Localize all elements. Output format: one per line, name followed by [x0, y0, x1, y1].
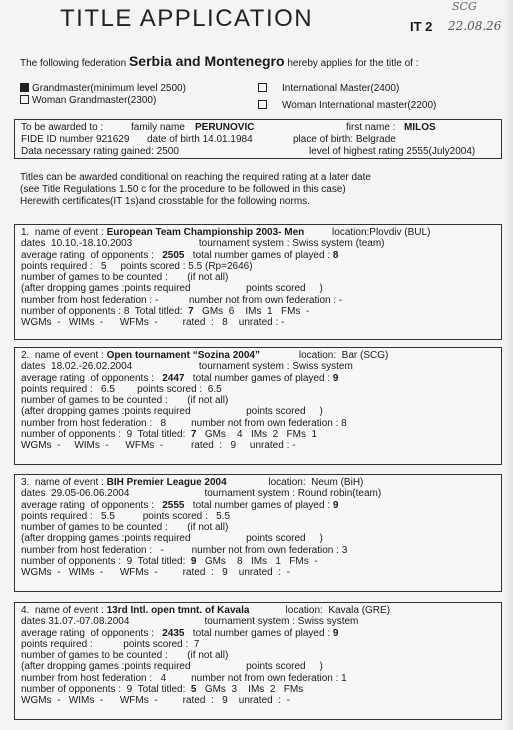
text-span: number of opponents : 9 Total titled:	[21, 556, 191, 568]
event-opponents	[21, 429, 495, 440]
place-of-birth: place of birth: Belgrade	[293, 134, 396, 145]
text-span: location:Plovdiv (BUL)	[304, 227, 431, 238]
text-span: location: Bar (SCG)	[259, 350, 389, 361]
text-span: 1. name of event :	[21, 227, 107, 238]
event-box-1	[14, 224, 502, 340]
page-edge-shadow	[505, 0, 513, 730]
event-box-3	[14, 474, 502, 592]
title-option-wgm[interactable]	[20, 95, 156, 106]
text-span: location: Neum (BiH)	[226, 477, 364, 488]
first-name-value: MILOS	[404, 122, 436, 133]
title-option-im[interactable]	[258, 83, 399, 94]
text-span: number of opponents : 9 Total titled:	[21, 429, 191, 441]
highest-rating: level of highest rating 2555(July2004)	[309, 146, 476, 157]
condition-line: Herewith certificates(IT 1s)and crosstable for the following norms.	[20, 196, 310, 207]
text-span: European Team Championship 2003- Men	[106, 227, 305, 238]
text-span: 4. name of event :	[21, 605, 107, 616]
event-women-titles: WGMs - WIMs - WFMs - rated : 8 unrated : -	[21, 317, 285, 329]
event-points: points required : points scored : 7	[21, 638, 200, 650]
page-title: TITLE APPLICATION	[60, 5, 314, 32]
event-dates: dates 31.07.-07.08.2004 tournament system : Swiss system	[21, 616, 359, 628]
event-federation: number from host federation : - number not from own federation : 3	[21, 544, 348, 556]
event-title-line	[21, 227, 495, 238]
event-dropping: (after dropping games :points required points scored )	[21, 406, 323, 418]
event-opponents	[21, 556, 495, 567]
text-span: 13rd Intl. open tmnt. of Kavala	[106, 605, 250, 616]
event-avg-rating	[21, 373, 495, 384]
text-span: 2447	[162, 372, 185, 384]
handwritten-country-note: SCG	[452, 0, 477, 13]
event-federation: number from host federation : 8 number not from own federation : 8	[21, 417, 347, 429]
checkbox-icon	[258, 83, 267, 92]
text-span: GMs 4 IMs 2 FMs 1	[196, 429, 318, 441]
event-games-counted: number of games to be counted : (if not all)	[21, 650, 229, 662]
event-points: points required : 5 points scored : 5.5 (Rp=2646)	[21, 260, 253, 272]
text-span: GMs 3 IMs 2 FMs	[196, 684, 304, 696]
event-federation: number from host federation : - number not from own federation : -	[21, 294, 343, 306]
text-span: number of opponents : 9 Total titled:	[21, 684, 191, 696]
text-span: Open tournament “Sozina 2004”	[106, 350, 260, 361]
checkbox-icon	[258, 100, 267, 109]
date-of-birth: date of birth 14.01.1984	[147, 134, 253, 145]
event-women-titles: WGMs - WIMs - WFMs - rated : 9 unrated : -	[21, 440, 296, 452]
event-points: points required : 5.5 points scored : 5.5	[21, 510, 230, 522]
event-opponents	[21, 684, 495, 695]
event-dropping: (after dropping games :points required points scored )	[21, 533, 323, 545]
text-span: 9	[190, 556, 197, 568]
text-span: Woman Grandmaster(2300)	[32, 95, 157, 106]
event-women-titles: WGMs - WIMs - WFMs - rated : 9 unrated : -	[21, 567, 290, 579]
text-span: Grandmaster(minimum level 2500)	[32, 83, 186, 94]
federation-name: Serbia and Montenegro	[128, 53, 285, 69]
text-span: 5	[190, 684, 197, 696]
family-name-label: family name	[131, 122, 185, 133]
event-avg-rating	[21, 628, 495, 639]
text-span: total number games of played :	[184, 372, 333, 384]
text-span: 3. name of event :	[21, 477, 107, 488]
event-games-counted: number of games to be counted : (if not all)	[21, 522, 229, 534]
event-dates: dates 10.10.-18.10.2003 tournament system : Swiss system (team)	[21, 238, 385, 250]
text-span: GMs 8 IMs 1 FMs -	[196, 556, 318, 568]
text-span: 7	[190, 429, 197, 441]
conditions-paragraph	[20, 172, 371, 208]
form-code: IT 2	[410, 19, 433, 34]
family-name-value: PERUNOVIC	[195, 122, 255, 133]
text-span: BIH Premier League 2004	[106, 477, 227, 488]
text-span: average rating of opponents :	[21, 249, 163, 261]
text-span: number of opponents : 8 Total titled:	[21, 306, 189, 318]
event-dates: dates 29.05-06.06.2004 tournament system : Round robin(team)	[21, 488, 382, 500]
text-span: location: Kavala (GRE)	[249, 605, 391, 616]
text-span: 9	[332, 499, 339, 511]
checkbox-icon	[20, 95, 29, 104]
event-title-line	[21, 605, 495, 616]
event-dropping: (after dropping games :points required points scored )	[21, 661, 323, 673]
text-span: 2435	[162, 627, 185, 639]
text-span: average rating of opponents :	[21, 499, 163, 511]
text-span: total number games of played :	[184, 249, 333, 261]
title-option-gm[interactable]	[20, 83, 186, 94]
event-games-counted: number of games to be counted : (if not all)	[21, 395, 229, 407]
text-span: 9	[332, 372, 339, 384]
text-span: 7	[188, 306, 194, 318]
handwritten-date: 22.08.26	[448, 19, 502, 33]
event-federation: number from host federation : 4 number not from own federation : 1	[21, 672, 347, 684]
text-span: 2505	[162, 249, 185, 261]
text-span: International Master(2400)	[282, 83, 400, 94]
federation-line	[20, 54, 419, 70]
text-span: 2555	[162, 499, 185, 511]
event-dates: dates 18.02.-26.02.2004 tournament system : Swiss system	[21, 361, 353, 373]
text-span: average rating of opponents :	[21, 372, 163, 384]
fide-id: FIDE ID number 921629	[21, 134, 130, 145]
text-span: GMs 6 IMs 1 FMs -	[193, 306, 310, 318]
event-avg-rating	[21, 500, 495, 511]
text-span: total number games of played :	[184, 627, 333, 639]
federation-suffix: hereby applies for the title of :	[287, 58, 419, 69]
rating-needed: Data necessary rating gained: 2500	[21, 146, 179, 157]
first-name-label: first name :	[346, 122, 396, 133]
event-title-line	[21, 477, 495, 488]
event-box-2	[14, 347, 502, 465]
text-span: 9	[332, 627, 339, 639]
player-info-box	[14, 119, 502, 159]
text-span: average rating of opponents :	[21, 627, 163, 639]
event-title-line	[21, 350, 495, 361]
awarded-label: To be awarded to :	[21, 122, 104, 133]
event-box-4	[14, 602, 502, 720]
event-opponents	[21, 306, 495, 317]
condition-line: (see Title Regulations 1.50 c for the procedure to be followed in this case)	[20, 184, 346, 195]
text-span: 2. name of event :	[21, 350, 107, 361]
event-points: points required : 6.5 points scored : 6.5	[21, 383, 222, 395]
event-games-counted: number of games to be counted : (if not all)	[21, 272, 229, 284]
federation-prefix: The following federation	[20, 58, 127, 69]
text-span: total number games of played :	[184, 499, 333, 511]
text-span: Woman International master(2200)	[282, 100, 437, 111]
event-avg-rating	[21, 250, 495, 261]
event-dropping: (after dropping games :points required points scored )	[21, 283, 323, 295]
event-women-titles: WGMs - WIMs - WFMs - rated : 9 unrated : -	[21, 695, 290, 707]
condition-line: Titles can be awarded conditional on reaching the required rating at a later date	[20, 172, 371, 183]
title-option-wim[interactable]	[258, 96, 436, 111]
text-span: 8	[332, 249, 339, 261]
checked-checkbox-icon	[20, 83, 29, 92]
